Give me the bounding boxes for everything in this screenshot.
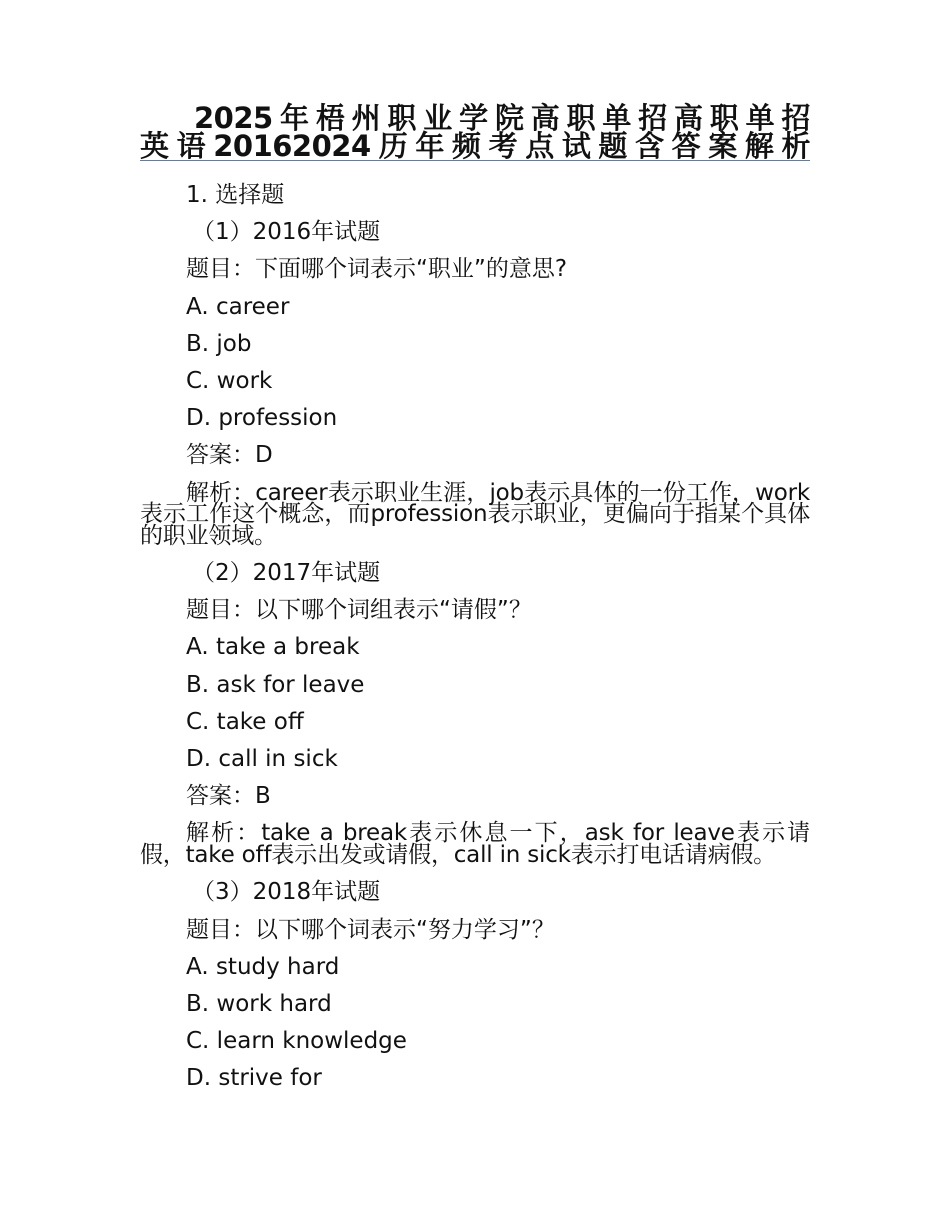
title-line-1: 2025年梧州职业学院高职单招高职单招 xyxy=(194,101,810,135)
question-1-option-b: B. job xyxy=(186,330,252,357)
question-3-option-b: B. work hard xyxy=(186,990,332,1017)
question-prompt-3: 题目：以下哪个词表示“努力学习”？ xyxy=(186,916,555,943)
question-3-option-a: A. study hard xyxy=(186,953,340,980)
section-heading: 1. 选择题 xyxy=(186,182,285,208)
question-year-3: （3）2018年试题 xyxy=(192,879,381,906)
question-2-option-d: D. call in sick xyxy=(186,745,338,772)
question-1-explanation: 解析：career表示职业生涯，job表示具体的一份工作，work表示工作这个概念，而profession表示职业，更偏向于指某个具体的职业领域。 xyxy=(140,479,810,549)
question-year-1: （1）2016年试题 xyxy=(192,219,381,246)
question-2-answer: 答案：B xyxy=(186,783,271,810)
question-1-option-a: A. career xyxy=(186,293,290,320)
document-title xyxy=(140,101,810,163)
question-2-explanation: 解析：take a break表示休息一下，ask for leave表示请假，take off表示出发或请假，call in sick表示打电话请病假。 xyxy=(140,820,810,868)
document-body xyxy=(140,177,810,1097)
question-2-option-b: B. ask for leave xyxy=(186,671,365,698)
title-underline xyxy=(140,160,810,161)
question-2-option-a: A. take a break xyxy=(186,634,360,661)
question-3-option-d: D. strive for xyxy=(186,1065,322,1092)
question-3-option-c: C. learn knowledge xyxy=(186,1028,407,1055)
title-line-2: 英语20162024历年频考点试题含答案解析 xyxy=(140,129,810,163)
question-prompt-1: 题目：下面哪个词表示“职业”的意思? xyxy=(186,256,568,283)
question-2-option-c: C. take off xyxy=(186,708,304,735)
question-1-answer: 答案：D xyxy=(186,442,273,469)
question-1-option-c: C. work xyxy=(186,367,273,394)
question-1-option-d: D. profession xyxy=(186,405,338,432)
question-year-2: （2）2017年试题 xyxy=(192,560,381,586)
question-prompt-2: 题目：以下哪个词组表示“请假”？ xyxy=(186,597,532,624)
